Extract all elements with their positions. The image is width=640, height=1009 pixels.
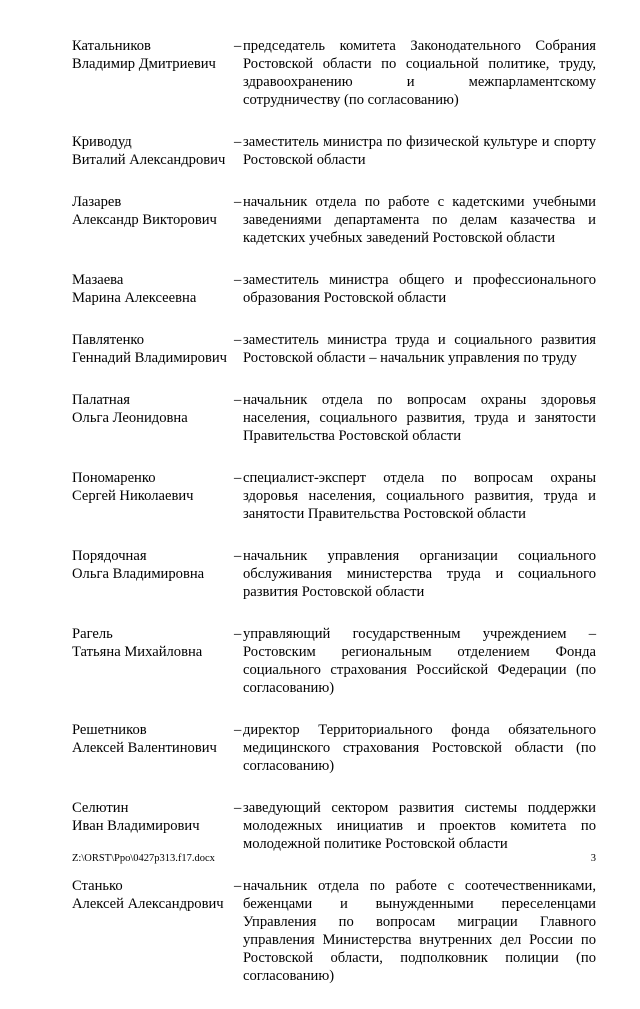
given-names: Сергей Николаевич — [72, 488, 194, 504]
surname: Порядочная — [72, 548, 147, 564]
list-item — [72, 799, 596, 853]
dash-separator: – — [234, 626, 242, 642]
surname: Пономаренко — [72, 470, 156, 486]
surname: Павлятенко — [72, 332, 145, 348]
given-names: Владимир Дмитриевич — [72, 56, 216, 72]
surname: Решетников — [72, 722, 147, 738]
given-names: Иван Владимирович — [72, 818, 200, 834]
position-description: заместитель министра труда и социального развития Ростовской области – начальник управления по труду — [243, 332, 596, 366]
given-names: Ольга Владимировна — [72, 566, 205, 582]
list-item — [72, 721, 596, 775]
person-name — [72, 133, 234, 169]
dash-separator: – — [234, 722, 242, 738]
person-name — [72, 625, 234, 661]
list-item — [72, 37, 596, 109]
given-names: Александр Викторович — [72, 212, 217, 228]
list-item — [72, 331, 596, 367]
position-description: директор Территориального фонда обязательного медицинского страхования Ростовской области (по согласованию) — [243, 722, 596, 774]
list-item — [72, 625, 596, 697]
person-name — [72, 271, 234, 307]
person-name — [72, 721, 234, 757]
person-name — [72, 37, 234, 73]
position-description: заведующий сектором развития системы поддержки молодежных инициатив и проектов комитета по молодежной политике Ростовской области — [243, 800, 596, 852]
position-description: председатель комитета Законодательного Собрания Ростовской области по социальной политике, труду, здравоохранению и межпарламентскому сотрудничеству (по согласованию) — [243, 38, 596, 108]
list-item — [72, 271, 596, 307]
position-description: управляющий государственным учреждением – Ростовским региональным отделением Фонда социального страхования Российской Федерации (по согласованию) — [243, 626, 596, 696]
position-description: заместитель министра по физической культуре и спорту Ростовской области — [243, 134, 596, 168]
surname: Рагель — [72, 626, 113, 642]
list-item — [72, 193, 596, 247]
surname: Мазаева — [72, 272, 124, 288]
surname: Палатная — [72, 392, 130, 408]
person-name — [72, 547, 234, 583]
person-name — [72, 391, 234, 427]
dash-separator: – — [234, 38, 242, 54]
person-name — [72, 799, 234, 835]
given-names: Виталий Александрович — [72, 152, 226, 168]
given-names: Алексей Александрович — [72, 896, 224, 912]
dash-separator: – — [234, 392, 242, 408]
dash-separator: – — [234, 332, 242, 348]
position-description: начальник управления организации социального обслуживания министерства труда и социального развития Ростовской области — [243, 548, 596, 600]
given-names: Ольга Леонидовна — [72, 410, 188, 426]
dash-separator: – — [234, 194, 242, 210]
list-item — [72, 133, 596, 169]
person-name — [72, 193, 234, 229]
dash-separator: – — [234, 800, 242, 816]
person-name — [72, 469, 234, 505]
given-names: Алексей Валентинович — [72, 740, 217, 756]
position-description: начальник отдела по работе с соотечественниками, беженцами и вынужденными переселенцами Управления по вопросам миграции Главного управления Министерства внутренних дел России по Ростовской области, подполковник полиции (по согласованию) — [243, 878, 596, 984]
page-number: 3 — [590, 853, 596, 864]
dash-separator: – — [234, 272, 242, 288]
position-description: заместитель министра общего и профессионального образования Ростовской области — [243, 272, 596, 306]
position-description: начальник отдела по работе с кадетскими учебными заведениями департамента по делам казачества и кадетских учебных заведений Ростовской области — [243, 194, 596, 246]
position-description: специалист-эксперт отдела по вопросам охраны здоровья населения, социального развития, труда и занятости Правительства Ростовской области — [243, 470, 596, 522]
surname: Катальников — [72, 38, 151, 54]
dash-separator: – — [234, 878, 242, 894]
list-item — [72, 469, 596, 523]
list-item — [72, 391, 596, 445]
list-item — [72, 877, 596, 985]
surname: Станько — [72, 878, 123, 894]
given-names: Геннадий Владимирович — [72, 350, 228, 366]
person-name — [72, 877, 234, 913]
list-item — [72, 547, 596, 601]
dash-separator: – — [234, 134, 242, 150]
given-names: Марина Алексеевна — [72, 290, 197, 306]
surname: Селютин — [72, 800, 129, 816]
footer-file-path: Z:\ORST\Ppo\0427p313.f17.docx — [72, 853, 215, 864]
surname: Криводуд — [72, 134, 132, 150]
position-description: начальник отдела по вопросам охраны здоровья населения, социального развития, труда и занятости Правительства Ростовской области — [243, 392, 596, 444]
surname: Лазарев — [72, 194, 122, 210]
dash-separator: – — [234, 548, 242, 564]
person-name — [72, 331, 234, 367]
dash-separator: – — [234, 470, 242, 486]
given-names: Татьяна Михайловна — [72, 644, 203, 660]
